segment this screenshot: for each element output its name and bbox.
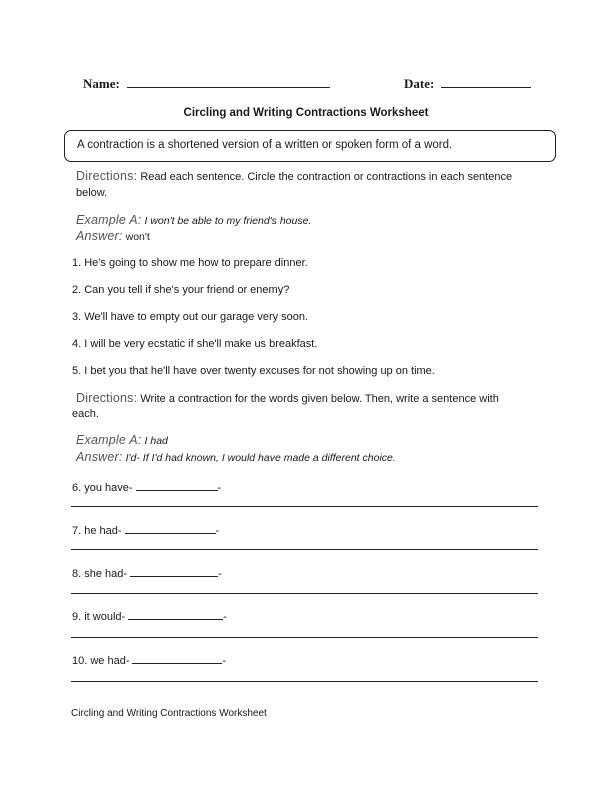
section1-directions-label: Directions: <box>76 169 138 183</box>
contraction-blank[interactable] <box>125 522 216 534</box>
page-footer: Circling and Writing Contractions Worksheet <box>71 708 267 719</box>
worksheet-title: Circling and Writing Contractions Worksheet <box>183 107 429 119</box>
section2-item-9-prompt: 9. it would- <box>72 611 126 623</box>
section2-directions-line2: each. <box>72 408 99 420</box>
sentence-line[interactable] <box>71 637 538 638</box>
name-field[interactable] <box>83 75 330 93</box>
section1-answer <box>76 228 150 246</box>
definition-text: A contraction is a shortened version of a written or spoken form of a word. <box>77 139 453 151</box>
section2-item-10-prompt: 10. we had- <box>72 655 130 667</box>
section2-directions-line1: Write a contraction for the words given below. Then, write a sentence with <box>140 393 499 405</box>
blank-dash: - <box>223 611 227 623</box>
blank-dash: - <box>222 655 227 667</box>
section2-example <box>76 432 168 450</box>
section1-item-5[interactable]: 5. I bet you that he'll have over twenty excuses for not showing up on time. <box>72 365 435 377</box>
contraction-blank[interactable] <box>136 479 218 491</box>
date-field[interactable] <box>404 75 531 93</box>
section1-directions <box>76 168 546 186</box>
sentence-line[interactable] <box>71 681 538 682</box>
section2-answer-label: Answer: <box>76 450 123 464</box>
contraction-blank[interactable] <box>130 565 218 577</box>
contraction-blank[interactable] <box>132 652 222 664</box>
name-line <box>127 75 330 88</box>
section1-item-1[interactable]: 1. He's going to show me how to prepare dinner. <box>72 257 308 269</box>
date-line <box>441 75 531 88</box>
date-label: Date: <box>404 76 435 91</box>
blank-dash: - <box>218 568 222 580</box>
section2-item-10[interactable] <box>72 652 226 670</box>
section1-item-4[interactable]: 4. I will be very ecstatic if she'll make us breakfast. <box>72 338 318 350</box>
section2-example-text: I had <box>144 435 168 447</box>
section2-answer <box>76 449 396 467</box>
section2-answer-text: I'd- If I'd had known, I would have made a different choice. <box>125 452 396 464</box>
section1-directions-line1: Read each sentence. Circle the contraction or contractions in each sentence <box>140 171 513 183</box>
section2-item-9[interactable] <box>72 608 227 626</box>
sentence-line[interactable] <box>71 506 538 507</box>
section1-directions-line2: below. <box>76 187 108 199</box>
sentence-line[interactable] <box>71 549 538 550</box>
name-label: Name: <box>83 76 120 91</box>
section2-directions <box>76 390 546 408</box>
section1-answer-text: won't <box>125 231 150 243</box>
section1-item-3[interactable]: 3. We'll have to empty out our garage very soon. <box>72 311 309 323</box>
section2-item-6-prompt: 6. you have- <box>72 482 133 494</box>
section2-item-8-prompt: 8. she had- <box>72 568 128 580</box>
section2-item-6[interactable] <box>72 479 221 497</box>
section2-example-label: Example A: <box>76 433 142 447</box>
section2-item-8[interactable] <box>72 565 222 583</box>
blank-dash: - <box>217 482 222 494</box>
blank-dash: - <box>215 525 220 537</box>
section2-directions-label: Directions: <box>76 391 138 405</box>
sentence-line[interactable] <box>71 593 538 594</box>
contraction-blank[interactable] <box>128 608 223 620</box>
section1-answer-label: Answer: <box>76 229 123 243</box>
section2-item-7-prompt: 7. he had- <box>72 525 122 537</box>
section1-example-text: I won't be able to my friend's house. <box>144 215 312 227</box>
section1-example-label: Example A: <box>76 213 142 227</box>
section1-item-2[interactable]: 2. Can you tell if she's your friend or enemy? <box>72 284 290 296</box>
section2-item-7[interactable] <box>72 522 219 540</box>
